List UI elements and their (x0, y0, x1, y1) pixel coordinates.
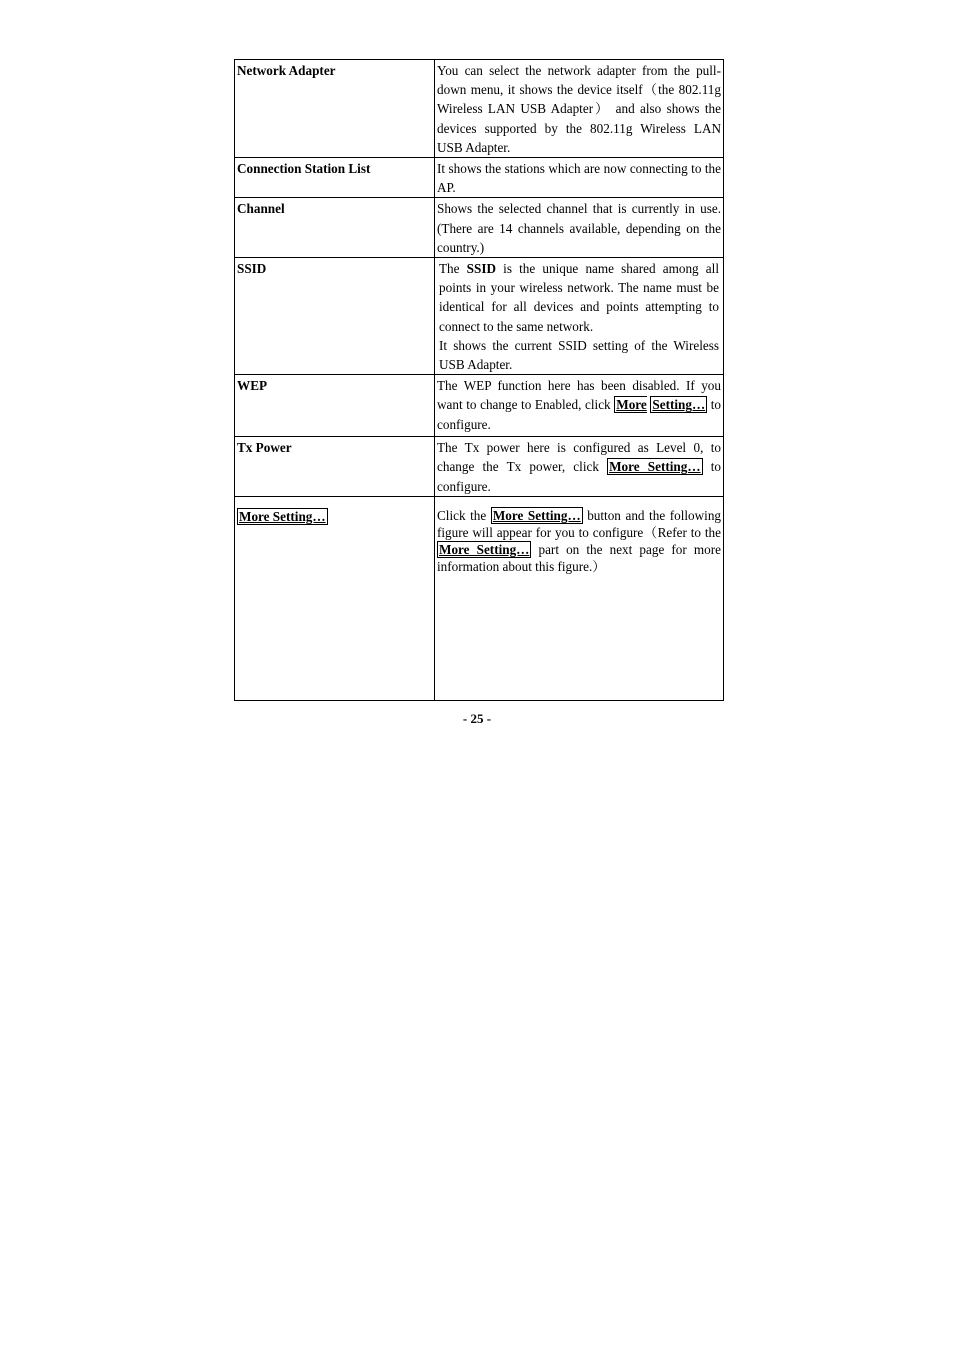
desc-wep (435, 375, 724, 437)
desc-tx-power (435, 437, 724, 497)
desc-more-text-b: button and the following figure will appear for you to configure（Refer to the (437, 507, 722, 540)
term-connection-station-list: Connection Station List (235, 158, 435, 198)
more-setting-link-desc-b[interactable]: More Setting… (439, 541, 530, 557)
term-more-setting-cell (235, 496, 435, 700)
more-setting-button[interactable]: More Setting… (239, 508, 326, 524)
desc-tx-text-b: to configure. (437, 459, 721, 494)
more-setting-link-wep-a[interactable]: More (616, 397, 647, 413)
table-row (235, 158, 724, 198)
page-number: - 25 - (462, 711, 492, 726)
table-row (235, 496, 724, 700)
settings-table (234, 59, 724, 701)
desc-connection-station-list: It shows the stations which are now connecting to the AP. (435, 158, 724, 198)
desc-network-adapter: You can select the network adapter from the pull-down menu, it shows the device itself（the 802.11g Wireless LAN USB Adapter） and also shows the devices supported by the 802.11g Wireless LAN USB Adapter. (435, 60, 724, 158)
desc-ssid (435, 258, 724, 375)
table-row (235, 198, 724, 258)
desc-channel: Shows the selected channel that is currently in use. (There are 14 channels available, depending on the country.) (435, 198, 724, 258)
desc-ssid-text-b: is the unique name shared among all points in your wireless network. The name must be identical for all devices and points attempting to connect to the same network. (439, 261, 719, 334)
term-channel: Channel (235, 198, 435, 258)
table-row (235, 258, 724, 375)
desc-more-setting (435, 496, 724, 700)
desc-more-text-a: Click the (437, 507, 491, 523)
more-setting-link-tx[interactable]: More Setting… (609, 459, 701, 475)
desc-more-text-c: part on the next page for more information about this figure.） (437, 541, 721, 574)
desc-ssid-text-c: It shows the current SSID setting of the Wireless USB Adapter. (439, 337, 719, 373)
desc-ssid-bold: SSID (466, 261, 496, 277)
desc-ssid-text-a: The (439, 261, 467, 277)
table-row (235, 60, 724, 158)
more-setting-link-wep-b[interactable]: Setting… (652, 397, 706, 413)
desc-tx-text-a: The Tx power here is configured as Level 0, to change the Tx power, click (437, 440, 721, 475)
table-row (235, 375, 724, 437)
desc-wep-text-b: to configure. (437, 397, 722, 432)
desc-wep-text-a: The WEP function here has been disabled. If you want to change to Enabled, click (437, 378, 721, 413)
more-setting-link-desc-a[interactable]: More Setting… (492, 507, 581, 523)
table-row (235, 437, 724, 497)
term-tx-power: Tx Power (235, 437, 435, 497)
term-ssid: SSID (235, 258, 435, 375)
term-wep: WEP (235, 375, 435, 437)
term-network-adapter: Network Adapter (235, 60, 435, 158)
